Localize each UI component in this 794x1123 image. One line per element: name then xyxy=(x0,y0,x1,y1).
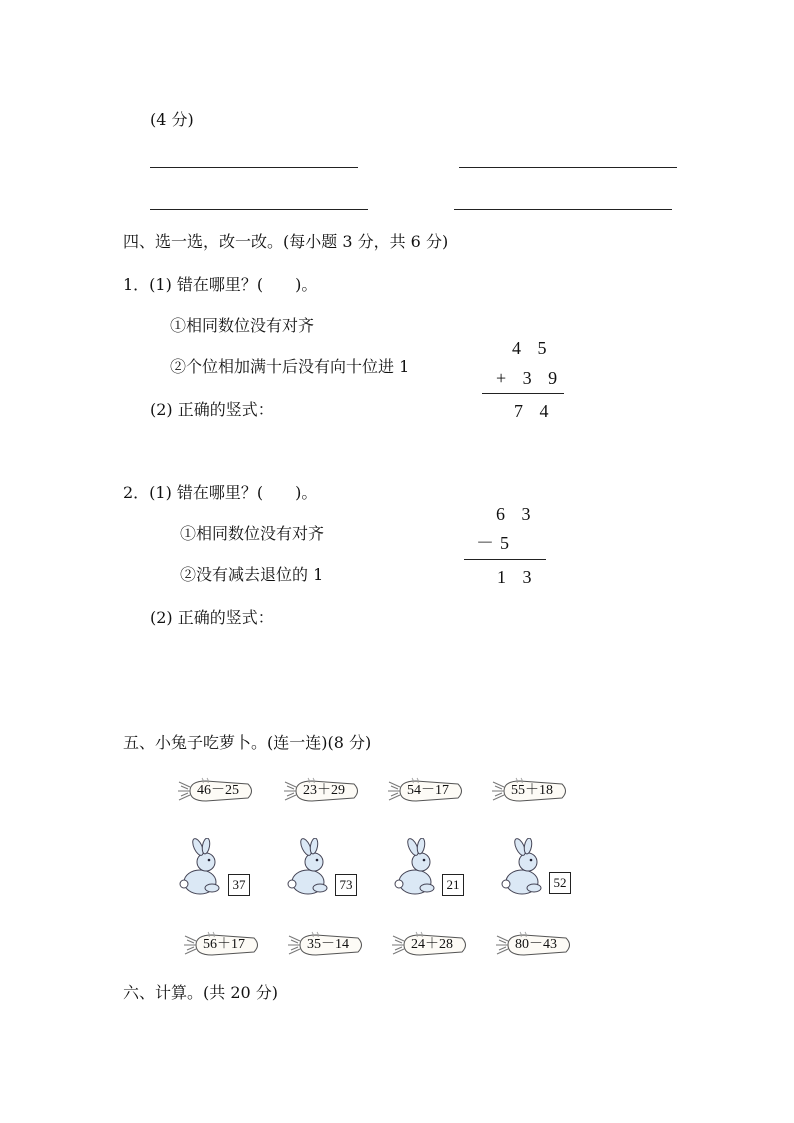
rabbit-icon xyxy=(500,838,550,898)
q1-calc-rule xyxy=(482,393,564,394)
q2-option-1: ①相同数位没有对齐 xyxy=(180,524,325,543)
q1-calc-result: 7 4 xyxy=(514,401,555,421)
q2-calc-top: 6 3 xyxy=(496,504,537,524)
carrot-card[interactable] xyxy=(176,774,256,808)
rabbit-number: 21 xyxy=(442,874,464,896)
carrot-expression: 56＋17 xyxy=(203,937,245,952)
q2-calc-rule xyxy=(464,559,546,560)
carrot-card[interactable] xyxy=(182,928,262,962)
q1-question: 1．(1) 错在哪里？( )。 xyxy=(123,275,318,294)
section4-title: 四、选一选，改一改。(每小题 3 分，共 6 分) xyxy=(123,232,449,251)
carrot-expression: 23＋29 xyxy=(303,783,345,798)
q1-calc-top: 4 5 xyxy=(512,338,553,358)
rabbit-number: 37 xyxy=(228,874,250,896)
rabbit-number: 52 xyxy=(549,872,571,894)
rabbit-number: 73 xyxy=(335,874,357,896)
carrot-card[interactable] xyxy=(490,774,570,808)
rabbit-card[interactable] xyxy=(286,838,336,898)
q2-calc-result: 1 3 xyxy=(497,567,538,587)
carrot-expression: 35－14 xyxy=(307,937,349,952)
section5-title: 五、小兔子吃萝卜。(连一连)(8 分) xyxy=(123,733,372,752)
rabbit-icon xyxy=(178,838,228,898)
rabbit-icon xyxy=(393,838,443,898)
section3-score: (4 分) xyxy=(150,110,194,129)
carrot-card[interactable] xyxy=(494,928,574,962)
q1-option-1: ①相同数位没有对齐 xyxy=(170,316,315,335)
answer-line[interactable] xyxy=(150,167,358,168)
carrot-expression: 46－25 xyxy=(197,783,239,798)
q2-option-2: ②没有减去退位的 1 xyxy=(180,565,324,584)
carrot-card[interactable] xyxy=(286,928,366,962)
answer-line[interactable] xyxy=(459,167,677,168)
q2-question: 2．(1) 错在哪里？( )。 xyxy=(123,483,318,502)
carrot-card[interactable] xyxy=(390,928,470,962)
answer-line[interactable] xyxy=(150,209,368,210)
q1-option-2: ②个位相加满十后没有向十位进 1 xyxy=(170,357,410,376)
carrot-card[interactable] xyxy=(282,774,362,808)
q2-correct-label: (2) 正确的竖式： xyxy=(150,608,274,627)
rabbit-card[interactable] xyxy=(178,838,228,898)
answer-line[interactable] xyxy=(454,209,672,210)
carrot-expression: 55＋18 xyxy=(511,783,553,798)
q1-correct-label: (2) 正确的竖式： xyxy=(150,400,274,419)
section6-title: 六、计算。(共 20 分) xyxy=(123,983,279,1002)
carrot-expression: 54－17 xyxy=(407,783,449,798)
carrot-expression: 24＋28 xyxy=(411,937,453,952)
carrot-expression: 80－43 xyxy=(515,937,557,952)
rabbit-card[interactable] xyxy=(500,838,550,898)
q2-calc-mid: －5 xyxy=(476,533,515,553)
carrot-card[interactable] xyxy=(386,774,466,808)
q1-calc-mid: + 3 9 xyxy=(496,368,564,388)
rabbit-icon xyxy=(286,838,336,898)
rabbit-card[interactable] xyxy=(393,838,443,898)
